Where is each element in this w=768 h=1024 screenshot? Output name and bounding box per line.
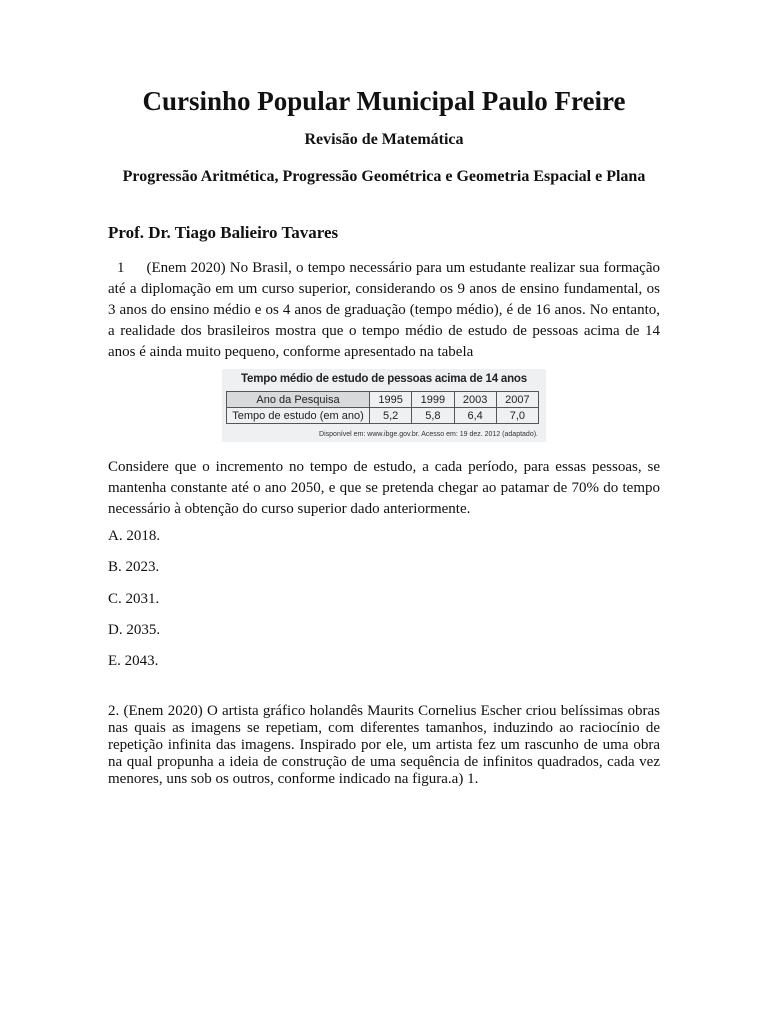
table-cell: 5,2 xyxy=(370,408,412,424)
table-cell: 6,4 xyxy=(454,408,496,424)
option-e: E. 2043. xyxy=(108,653,159,669)
document-topics: Progressão Aritmética, Progressão Geométrica e Geometria Espacial e Plana xyxy=(122,168,646,185)
study-time-table xyxy=(226,391,539,424)
table-row-label: Ano da Pesquisa xyxy=(227,392,370,408)
table-cell: 2007 xyxy=(496,392,538,408)
table-row xyxy=(227,408,539,424)
option-c: C. 2031. xyxy=(108,591,160,607)
figure-title: Tempo médio de estudo de pessoas acima de 14 anos xyxy=(241,373,527,385)
table-cell: 1999 xyxy=(412,392,454,408)
professor-name: Prof. Dr. Tiago Balieiro Tavares xyxy=(108,223,339,242)
question-1-prompt: Considere que o incremento no tempo de estudo, a cada período, para essas pessoas, se mantenha constante até o ano 2050, e que se pretenda chegar ao patamar de 70% do tempo necessário à obtenção do curso superior dado anteriormente. xyxy=(108,459,660,517)
question-1-text xyxy=(108,258,660,363)
table-cell: 5,8 xyxy=(412,408,454,424)
table-cell: 7,0 xyxy=(496,408,538,424)
option-d: D. 2035. xyxy=(108,622,161,638)
option-b: B. 2023. xyxy=(108,559,160,575)
table-cell: 1995 xyxy=(370,392,412,408)
question-2-text: 2. (Enem 2020) O artista gráfico holandês Maurits Cornelius Escher criou belíssimas obras nas quais as imagens se repetiam, com diferentes tamanhos, induzindo ao raciocínio de repetição infinita das imagens. Inspirado por ele, um artista fez um rascunho de uma obra na qual propunha a ideia de construção de uma sequência de infinitos quadrados, cada vez menores, uns sob os outros, conforme indicado na figura.a) 1. xyxy=(108,703,660,787)
document-subtitle: Revisão de Matemática xyxy=(304,131,464,148)
study-time-figure xyxy=(222,369,546,442)
document-title: Cursinho Popular Municipal Paulo Freire xyxy=(142,86,626,116)
question-1-number: 1 xyxy=(117,260,125,276)
table-cell: 2003 xyxy=(454,392,496,408)
table-row xyxy=(227,392,539,408)
figure-source: Disponível em: www.ibge.gov.br. Acesso em: 19 dez. 2012 (adaptado). xyxy=(319,431,538,438)
question-1-body: (Enem 2020) No Brasil, o tempo necessário para um estudante realizar sua formação até a diplomação em um curso superior, considerando os 9 anos de ensino fundamental, os 3 anos do ensino médio e os 4 anos de graduação (tempo médio), é de 16 anos. No entanto, a realidade dos brasileiros mostra que o tempo médio de estudo de pessoas acima de 14 anos é ainda muito pequeno, conforme apresentado na tabela xyxy=(108,260,660,360)
option-a: A. 2018. xyxy=(108,528,161,544)
table-row-label: Tempo de estudo (em ano) xyxy=(227,408,370,424)
